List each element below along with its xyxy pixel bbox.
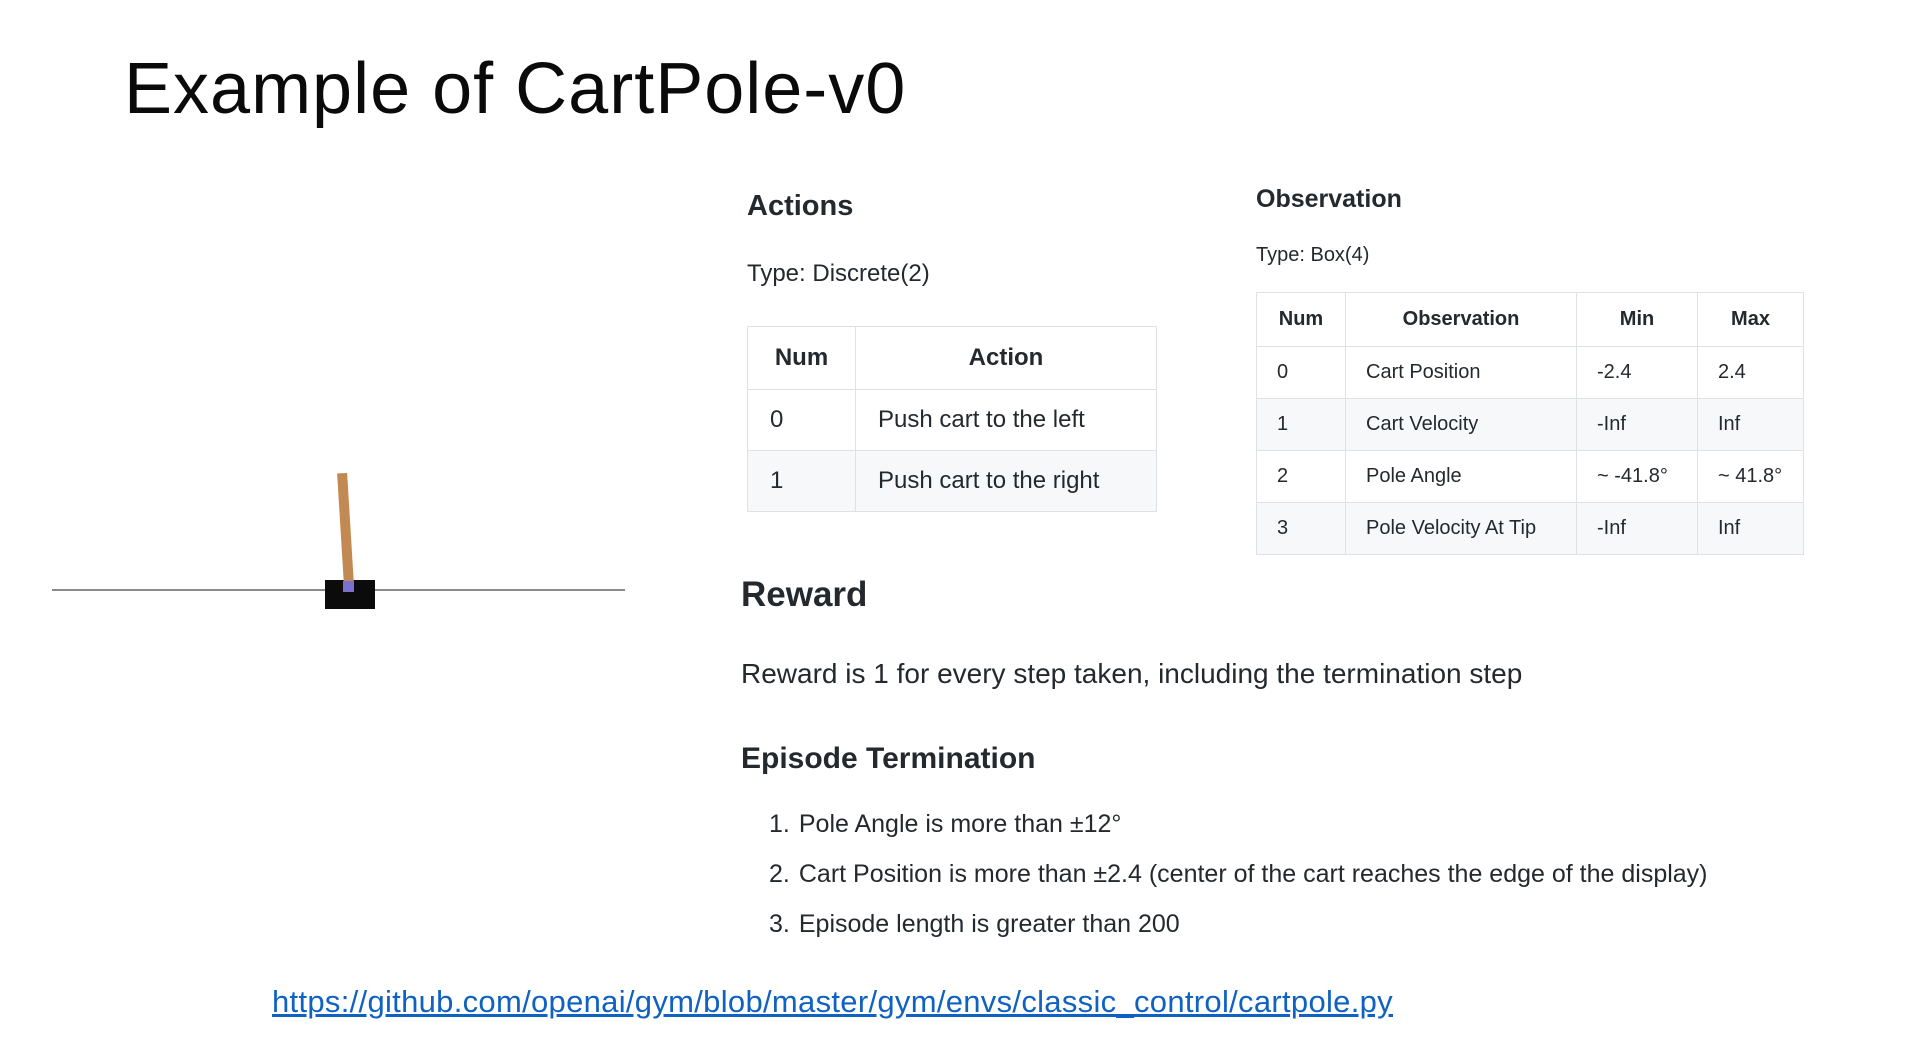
- table-header-cell: Max: [1698, 293, 1804, 347]
- table-row: [748, 390, 1157, 451]
- pole-axle-icon: [343, 581, 354, 592]
- observation-table: [1256, 292, 1804, 555]
- table-cell: 3: [1257, 503, 1346, 555]
- table-cell: ~ 41.8°: [1698, 451, 1804, 503]
- list-item: [769, 910, 1708, 939]
- table-row: [1257, 347, 1804, 399]
- table-cell: 0: [748, 390, 856, 451]
- table-cell: Push cart to the left: [856, 390, 1157, 451]
- list-item-text: Episode length is greater than 200: [798, 910, 1180, 938]
- table-header-cell: Num: [1257, 293, 1346, 347]
- table-cell: Push cart to the right: [856, 451, 1157, 512]
- table-cell: Pole Velocity At Tip: [1346, 503, 1577, 555]
- table-cell: 2: [1257, 451, 1346, 503]
- table-row: [1257, 451, 1804, 503]
- list-item-text: Pole Angle is more than ±12°: [798, 810, 1122, 838]
- table-cell: Cart Position: [1346, 347, 1577, 399]
- table-cell: 1: [1257, 399, 1346, 451]
- list-item: [769, 860, 1708, 889]
- reward-heading: Reward: [741, 575, 868, 614]
- table-cell: Cart Velocity: [1346, 399, 1577, 451]
- reward-text: Reward is 1 for every step taken, including the termination step: [741, 658, 1523, 689]
- pole-bar: [337, 473, 354, 586]
- table-header-cell: Action: [856, 327, 1157, 390]
- table-cell: -Inf: [1577, 503, 1698, 555]
- list-item-number: 3.: [769, 910, 790, 938]
- table-cell: 1: [748, 451, 856, 512]
- actions-table: [747, 326, 1157, 512]
- list-item-text: Cart Position is more than ±2.4 (center of the cart reaches the edge of the display): [798, 860, 1708, 888]
- table-cell: Inf: [1698, 399, 1804, 451]
- table-cell: Inf: [1698, 503, 1804, 555]
- list-item: [769, 810, 1708, 839]
- episode-termination-heading: Episode Termination: [741, 742, 1036, 775]
- table-row: [748, 451, 1157, 512]
- table-cell: ~ -41.8°: [1577, 451, 1698, 503]
- table-cell: Pole Angle: [1346, 451, 1577, 503]
- github-source-link[interactable]: https://github.com/openai/gym/blob/master/gym/envs/classic_control/cartpole.py: [272, 984, 1393, 1019]
- table-cell: 2.4: [1698, 347, 1804, 399]
- list-item-number: 2.: [769, 860, 790, 888]
- table-cell: 0: [1257, 347, 1346, 399]
- actions-type-line: Type: Discrete(2): [747, 260, 930, 287]
- table-row: [1257, 399, 1804, 451]
- table-cell: -Inf: [1577, 399, 1698, 451]
- table-cell: -2.4: [1577, 347, 1698, 399]
- observation-type-line: Type: Box(4): [1256, 244, 1370, 266]
- table-header-cell: Num: [748, 327, 856, 390]
- episode-termination-list: [769, 810, 1708, 960]
- observation-heading: Observation: [1256, 185, 1402, 213]
- actions-heading: Actions: [747, 190, 854, 222]
- list-item-number: 1.: [769, 810, 790, 838]
- table-row: [1257, 503, 1804, 555]
- table-header-cell: Min: [1577, 293, 1698, 347]
- table-header-cell: Observation: [1346, 293, 1577, 347]
- page-title: Example of CartPole-v0: [124, 49, 907, 129]
- table-header-row: [1257, 293, 1804, 347]
- table-header-row: [748, 327, 1157, 390]
